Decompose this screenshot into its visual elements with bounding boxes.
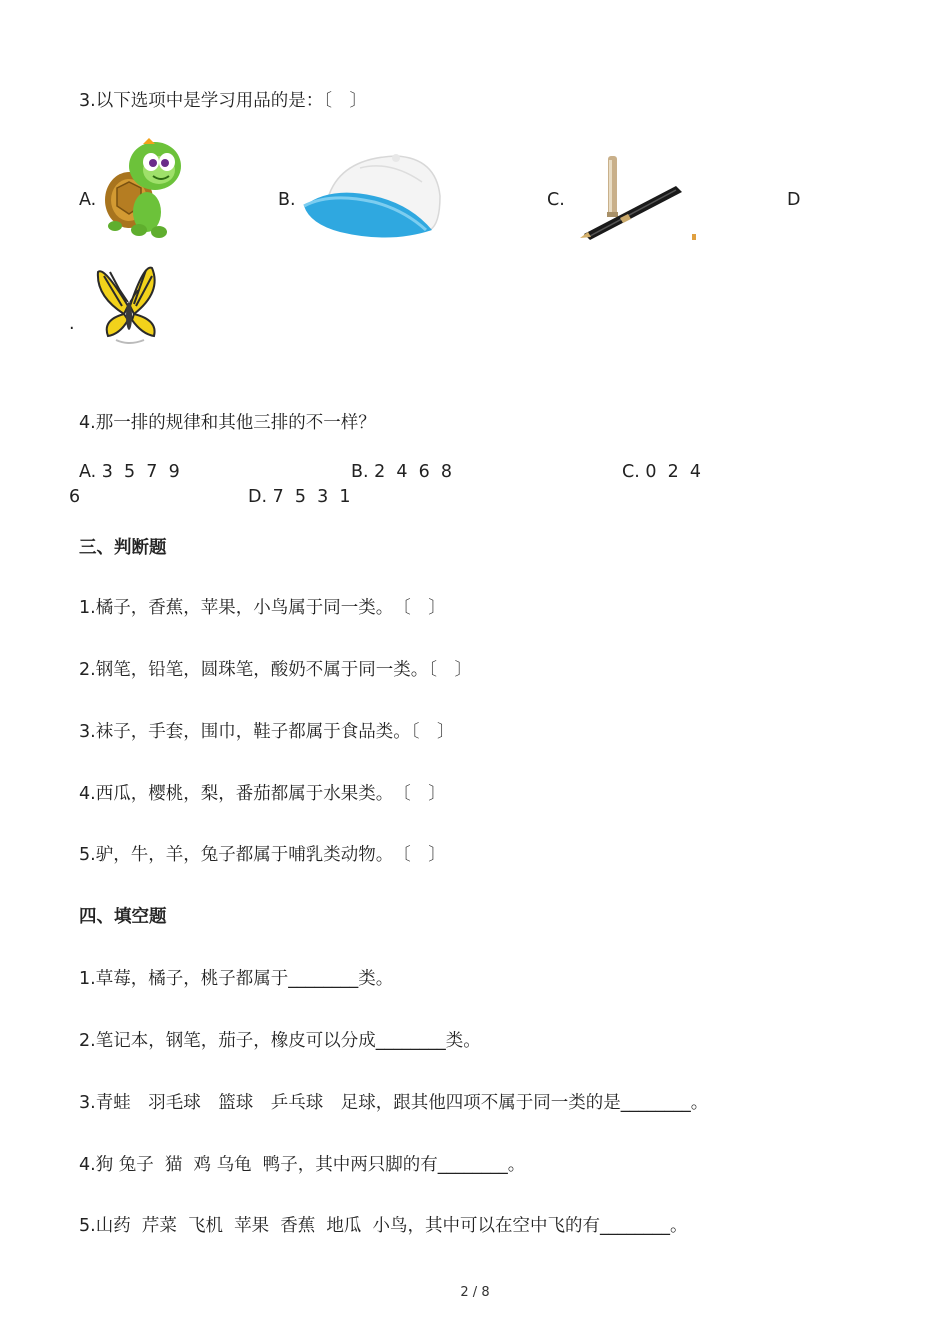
fill-item-1: 1.草莓，橘子，桃子都属于________类。 [79, 969, 394, 989]
option-d-label: D [787, 190, 801, 210]
question-3-text: 3.以下选项中是学习用品的是：〔 〕 [79, 91, 367, 111]
section-3-title: 三、判断题 [79, 538, 167, 558]
page-number: 2 / 8 [460, 1285, 490, 1300]
fill-item-3: 3.青蛙 羽毛球 篮球 乒乓球 足球，跟其他四项不属于同一类的是________。 [79, 1093, 709, 1113]
judge-item-4: 4.西瓜，樱桃，梨，番茄都属于水果类。 〔 〕 [79, 784, 446, 804]
q4-option-b: B. 2 4 6 8 [351, 462, 453, 482]
option-a-label: A. [79, 190, 97, 210]
q4-option-c-continued: 6 [69, 487, 81, 507]
pen-image [576, 152, 700, 244]
option-b-label: B. [278, 190, 296, 210]
judge-item-2: 2.钢笔，铅笔，圆珠笔，酸奶不属于同一类。〔 〕 [79, 660, 472, 680]
q4-option-d: D. 7 5 3 1 [248, 487, 351, 507]
q4-option-a: A. 3 5 7 9 [79, 462, 180, 482]
option-c-label: C. [547, 190, 565, 210]
cap-image [300, 152, 442, 242]
judge-item-5: 5.驴，牛，羊，兔子都属于哺乳类动物。 〔 〕 [79, 845, 446, 865]
fill-item-5: 5.山药 芹菜 飞机 苹果 香蕉 地瓜 小鸟，其中可以在空中飞的有________。 [79, 1216, 688, 1236]
q4-option-c: C. 0 2 4 [622, 462, 701, 482]
butterfly-image [94, 262, 168, 350]
judge-item-1: 1.橘子，香蕉，苹果，小鸟属于同一类。 〔 〕 [79, 598, 446, 618]
turtle-image [103, 134, 183, 240]
fill-item-2: 2.笔记本，钢笔，茄子，橡皮可以分成________类。 [79, 1031, 481, 1051]
judge-item-3: 3.袜子，手套，围巾，鞋子都属于食品类。〔 〕 [79, 722, 455, 742]
section-4-title: 四、填空题 [79, 907, 167, 927]
question-4-text: 4.那一排的规律和其他三排的不一样？ [79, 413, 376, 433]
fill-item-4: 4.狗 兔子 猫 鸡 乌龟 鸭子，其中两只脚的有________。 [79, 1155, 526, 1175]
option-d-dot: . [69, 314, 75, 334]
